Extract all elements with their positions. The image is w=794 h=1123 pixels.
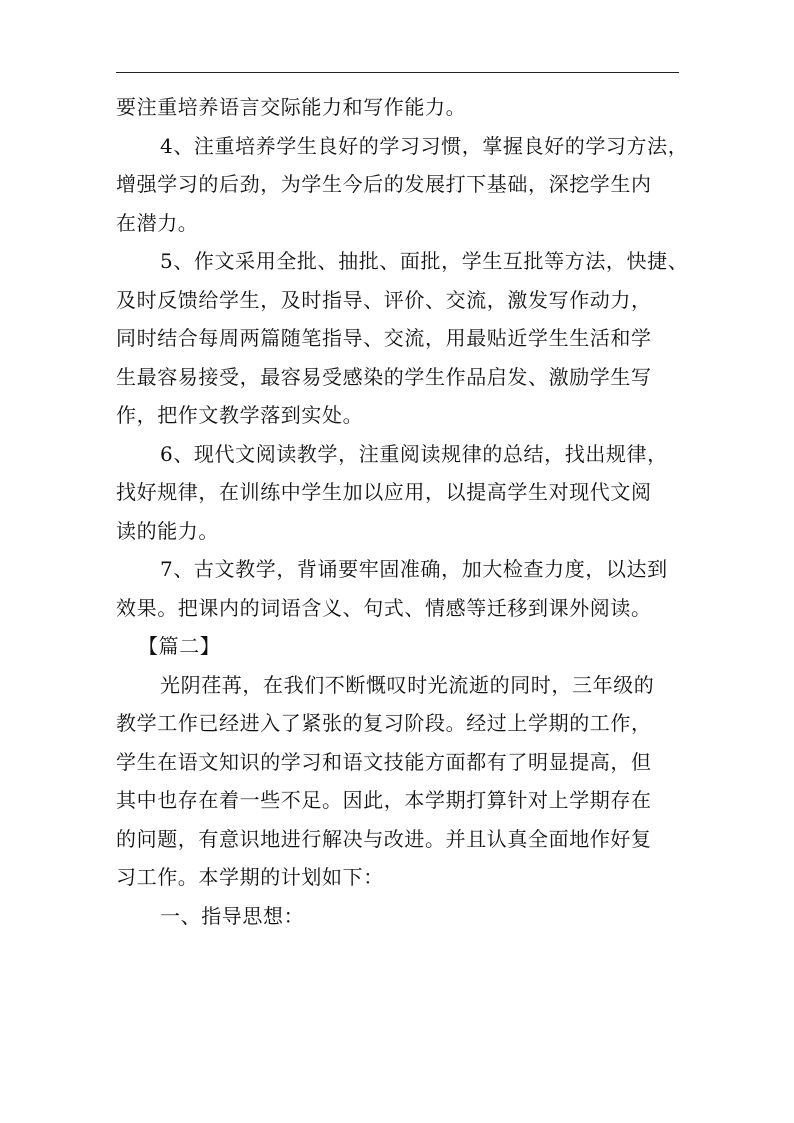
paragraph-line: 效果。把课内的词语含义、句式、情感等迁移到课外阅读。 [116, 595, 652, 620]
paragraph-line: 作，把作文教学落到实处。 [116, 403, 364, 427]
paragraph-line: 在潜力。 [116, 210, 199, 235]
paragraph-line: 学生在语文知识的学习和语文技能方面都有了明显提高，但 [116, 749, 652, 774]
paragraph-line: 4、注重培养学生良好的学习习惯，掌握良好的学习方法， [160, 133, 689, 158]
paragraph-line: 光阴荏苒，在我们不断慨叹时光流逝的同时，三年级的 [160, 672, 655, 697]
header-rule [116, 72, 679, 73]
paragraph-line: 读的能力。 [116, 518, 219, 543]
paragraph-line: 要注重培养语言交际能力和写作能力。 [116, 95, 467, 119]
paragraph-line: 及时反馈给学生，及时指导、评价、交流，激发写作动力， [116, 287, 652, 312]
body-text [116, 88, 689, 935]
paragraph-line: 的问题，有意识地进行解决与改进。并且认真全面地作好复 [116, 826, 652, 851]
paragraph-line: 其中也存在着一些不足。因此，本学期打算针对上学期存在 [116, 788, 652, 812]
paragraph-line: 5、作文采用全批、抽批、面批，学生互批等方法，快捷、 [160, 249, 689, 273]
paragraph-line: 习工作。本学期的计划如下： [116, 865, 384, 889]
paragraph-line: 找好规律，在训练中学生加以应用，以提高学生对现代文阅 [116, 480, 652, 504]
paragraph-line: 教学工作已经进入了紧张的复习阶段。经过上学期的工作， [116, 711, 652, 735]
paragraph-line: 增强学习的后劲，为学生今后的发展打下基础，深挖学生内 [116, 172, 652, 196]
paragraph-line: 生最容易接受，最容易受感染的学生作品启发、激励学生写 [116, 364, 652, 389]
subsection-heading: 一、指导思想： [160, 903, 305, 928]
section-heading: 【篇二】 [138, 634, 221, 658]
paragraph-line: 7、古文教学，背诵要牢固准确，加大检查力度，以达到 [160, 557, 668, 581]
paragraph-line: 同时结合每周两篇随笔指导、交流，用最贴近学生生活和学 [116, 326, 652, 350]
paragraph-line: 6、现代文阅读教学，注重阅读规律的总结，找出规律， [160, 441, 668, 466]
